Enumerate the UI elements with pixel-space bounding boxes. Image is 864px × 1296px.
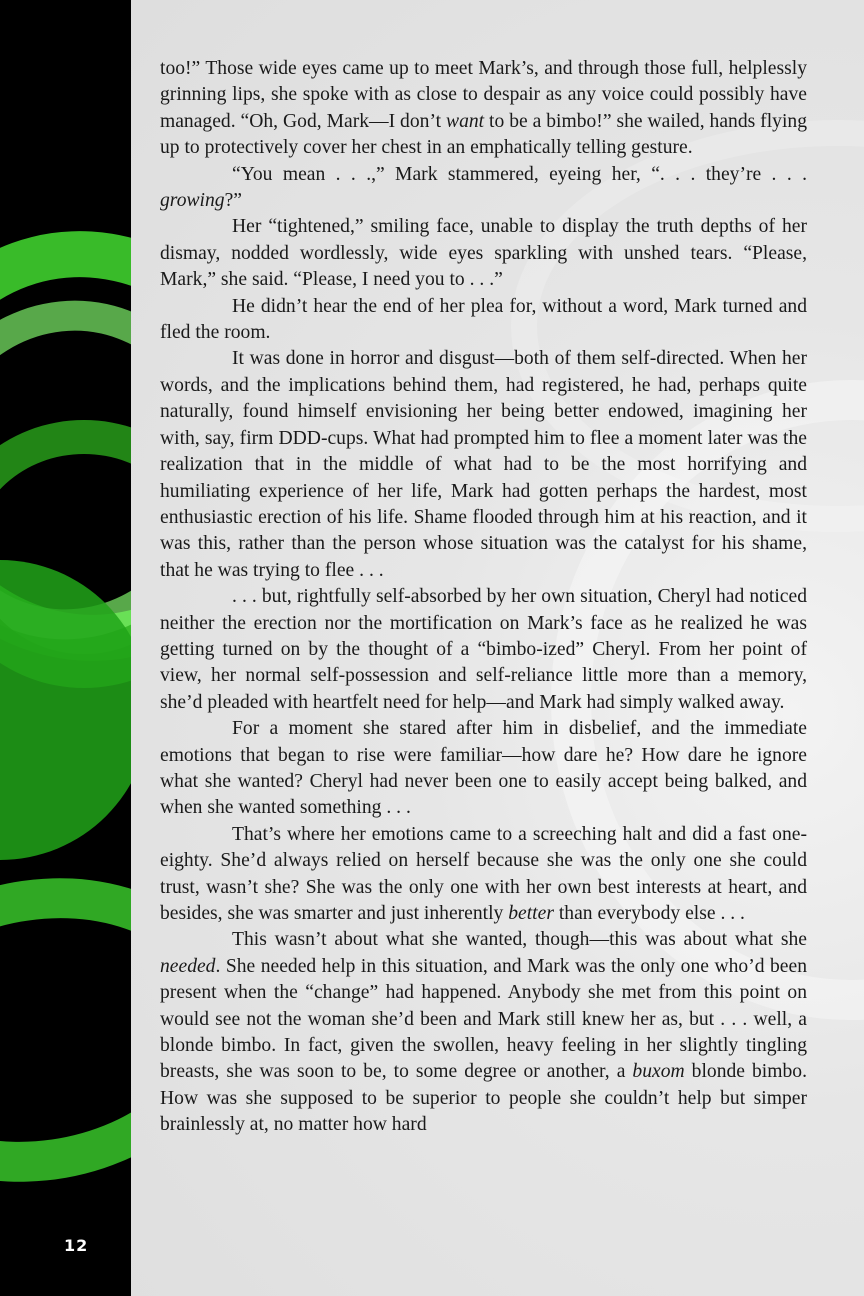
green-ribbon-graphic	[0, 848, 131, 1213]
body-text	[160, 56, 807, 1139]
text-run: to be a bimbo!” she wailed, hands flying up to protectively cover her chest in an emphatically telling gesture.	[160, 110, 807, 159]
text-run: Her “tightened,” smiling face, unable to display the truth depths of her dismay, nodded wordlessly, wide eyes sparkling with unshed tears. “Please, Mark,” she said. “Please, I need you to . . .”	[160, 216, 807, 291]
paragraph	[160, 162, 807, 215]
paragraph	[160, 294, 807, 347]
text-run: ?”	[224, 190, 243, 212]
italic-text: want	[446, 110, 485, 132]
text-run: than everybody else . . .	[553, 903, 745, 924]
paragraph	[160, 822, 807, 928]
text-run: He didn’t hear the end of her plea for, without a word, Mark turned and fled the room.	[160, 295, 807, 344]
text-run: . She needed help in this situation, and Mark was the only one who’d been present when the “change” had happened. Anybody she met from this point on would see not the woman she’d been and Mark still knew her as, but . . . well, a blonde bimbo. In fact, given the swollen, heavy feeling in her slightly tingling breasts, she was soon to be, to some degree or another, a	[160, 955, 807, 1083]
text-run: too!” Those wide eyes came up to meet Mark’s, and through those full, helplessly grinning lips, she spoke with as close to despair as any voice could possibly have managed. “Oh, God, Mark—I don’t	[160, 58, 807, 132]
decorative-sidebar	[0, 0, 131, 1296]
italic-text: better	[508, 903, 554, 924]
paragraph	[160, 584, 807, 716]
paragraph	[160, 56, 807, 162]
paragraph	[160, 346, 807, 584]
text-run: This wasn’t about what she wanted, though—this was about what she	[232, 929, 807, 951]
text-run: . . . but, rightfully self-absorbed by her own situation, Cheryl had noticed neither the erection nor the mortification on Mark’s face as he realized he was getting turned on by the thought of a “bimbo-ized” Cheryl. From her point of view, her normal self-possession and self-reliance little more than a memory, she’d pleaded with heartfelt need for help—and Mark had simply walked away.	[160, 586, 807, 713]
paragraph	[160, 214, 807, 293]
text-run: blonde bimbo. How was she supposed to be superior to people she couldn’t help but simper brainlessly at, no matter how hard	[160, 1061, 807, 1136]
page-number: 12	[64, 1236, 89, 1255]
italic-text: buxom	[632, 1061, 685, 1083]
paragraph	[160, 716, 807, 822]
text-run: “You mean . . .,” Mark stammered, eyeing her, “. . . they’re . . .	[232, 163, 807, 185]
text-run: For a moment she stared after him in disbelief, and the immediate emotions that began to rise were familiar—how dare he? How dare he ignore what she wanted? Cheryl had never been one to easily accept being balked, and when she wanted something . . .	[160, 718, 807, 819]
italic-text: growing	[160, 190, 225, 212]
paragraph	[160, 927, 807, 1138]
text-run: That’s where her emotions came to a screeching halt and did a fast one-eighty. She’d always relied on herself because she was the only one she could trust, wasn’t she? She was the only one with her own best interests at heart, and besides, she was smarter and just inherently	[160, 823, 807, 924]
italic-text: needed	[160, 955, 216, 977]
text-run: It was done in horror and disgust—both of them self-directed. When her words, and the implications behind them, had registered, he had, perhaps quite naturally, found himself envisioning her being better endowed, imagining her with, say, firm DDD-cups. What had prompted him to flee a moment later was the realization that in the middle of what had to be the most horrifying and humiliating experience of her life, Mark had gotten perhaps the hardest, most enthusiastic erection of his life. Shame flooded through him at his reaction, and it was this, rather than the person whose situation was the catalyst for his shame, that he was trying to flee . . .	[160, 348, 807, 581]
